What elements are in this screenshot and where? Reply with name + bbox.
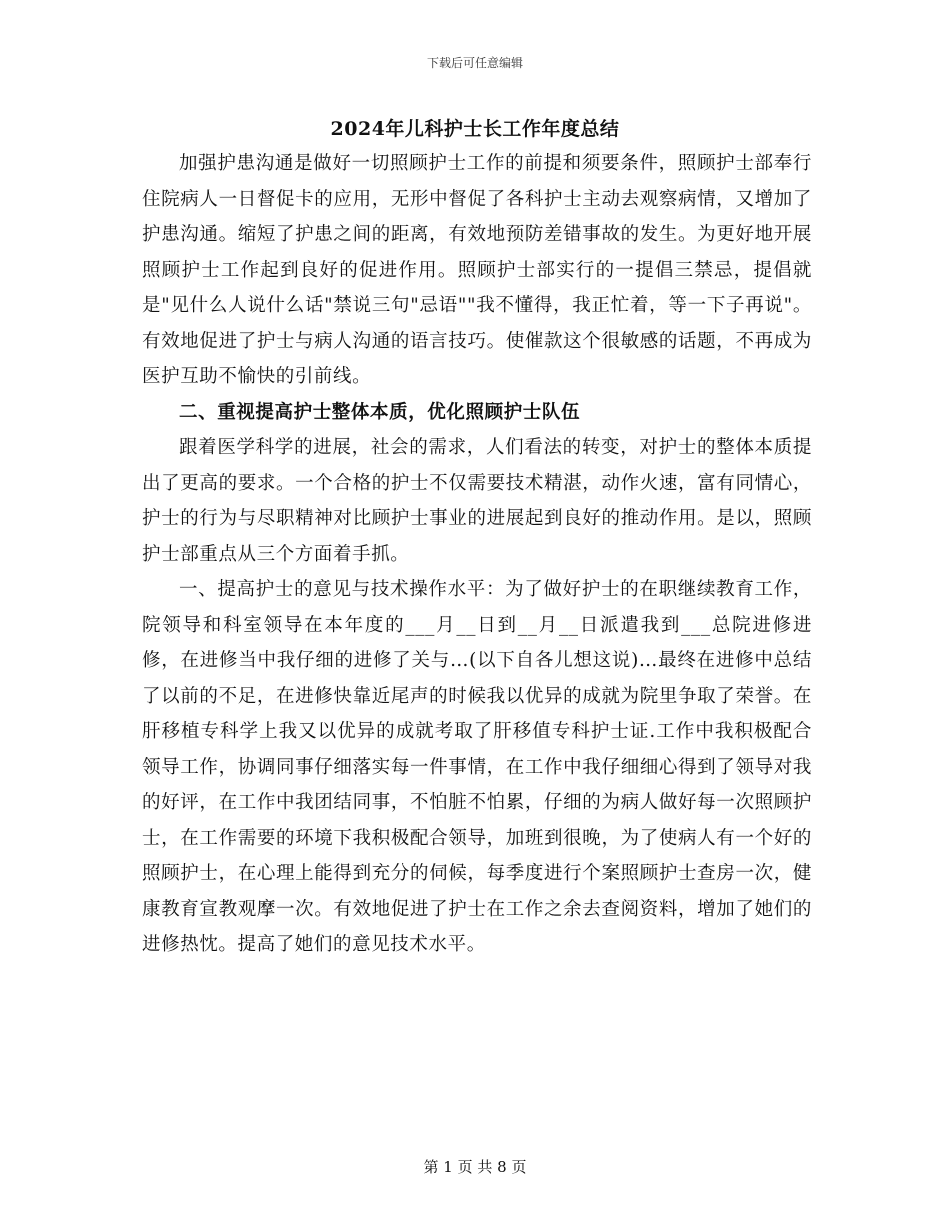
page-number: 第 1 页 共 8 页 (423, 1158, 527, 1176)
document-body (142, 146, 812, 963)
paragraph-quality: 跟着医学科学的进展，社会的需求，人们看法的转变，对护士的整体本质提出了更高的要求。一个合格的护士不仅需要技术精湛，动作火速，富有同情心，护士的行为与尽职精神对比顾护士事业的进展起到良好的推动作用。是以，照顾护士部重点从三个方面着手抓。 (142, 437, 812, 565)
section-heading: 二、重视提高护士整体本质，优化照顾护士队伍 (179, 401, 581, 423)
document-title: 2024年儿科护士长工作年度总结 (330, 118, 620, 140)
paragraph-training: 一、提高护士的意见与技术操作水平：为了做好护士的在职继续教育工作，院领导和科室领导在本年度的___月__日到__月__日派遣我到___总院进修进修，在进修当中我仔细的进修了关与…(以下自各儿想这说)…最终在进修中总结了以前的不足，在进修快靠近尾声的时候我以优异的成就为院里争取了荣誉。在肝移植专科学上我又以优异的成就考取了肝移值专科护士证.工作中我积极配合领导工作，协调同事仔细落实每一件事情，在工作中我仔细细心得到了领导对我的好评，在工作中我团结同事，不怕脏不怕累，仔细的为病人做好每一次照顾护士，在工作需要的环境下我积极配合领导，加班到很晚，为了使病人有一个好的照顾护士，在心理上能得到充分的伺候，每季度进行个案照顾护士查房一次，健康教育宣教观摩一次。有效地促进了护士在工作之余去查阅资料，增加了她们的进修热忱。提高了她们的意见技术水平。 (142, 579, 812, 955)
paragraph-communication: 加强护患沟通是做好一切照顾护士工作的前提和须要条件，照顾护士部奉行住院病人一日督促卡的应用，无形中督促了各科护士主动去观察病情，又增加了护患沟通。缩短了护患之间的距离，有效地预防差错事故的发生。为更好地开展照顾护士工作起到良好的促进作用。照顾护士部实行的一提倡三禁忌，提倡就是"见什么人说什么话"禁说三句"忌语""我不懂得，我正忙着，等一下子再说"。有效地促进了护士与病人沟通的语言技巧。使催款这个很敏感的话题，不再成为医护互助不愉快的引前线。 (142, 153, 812, 387)
header-note: 下载后可任意编辑 (426, 56, 523, 70)
